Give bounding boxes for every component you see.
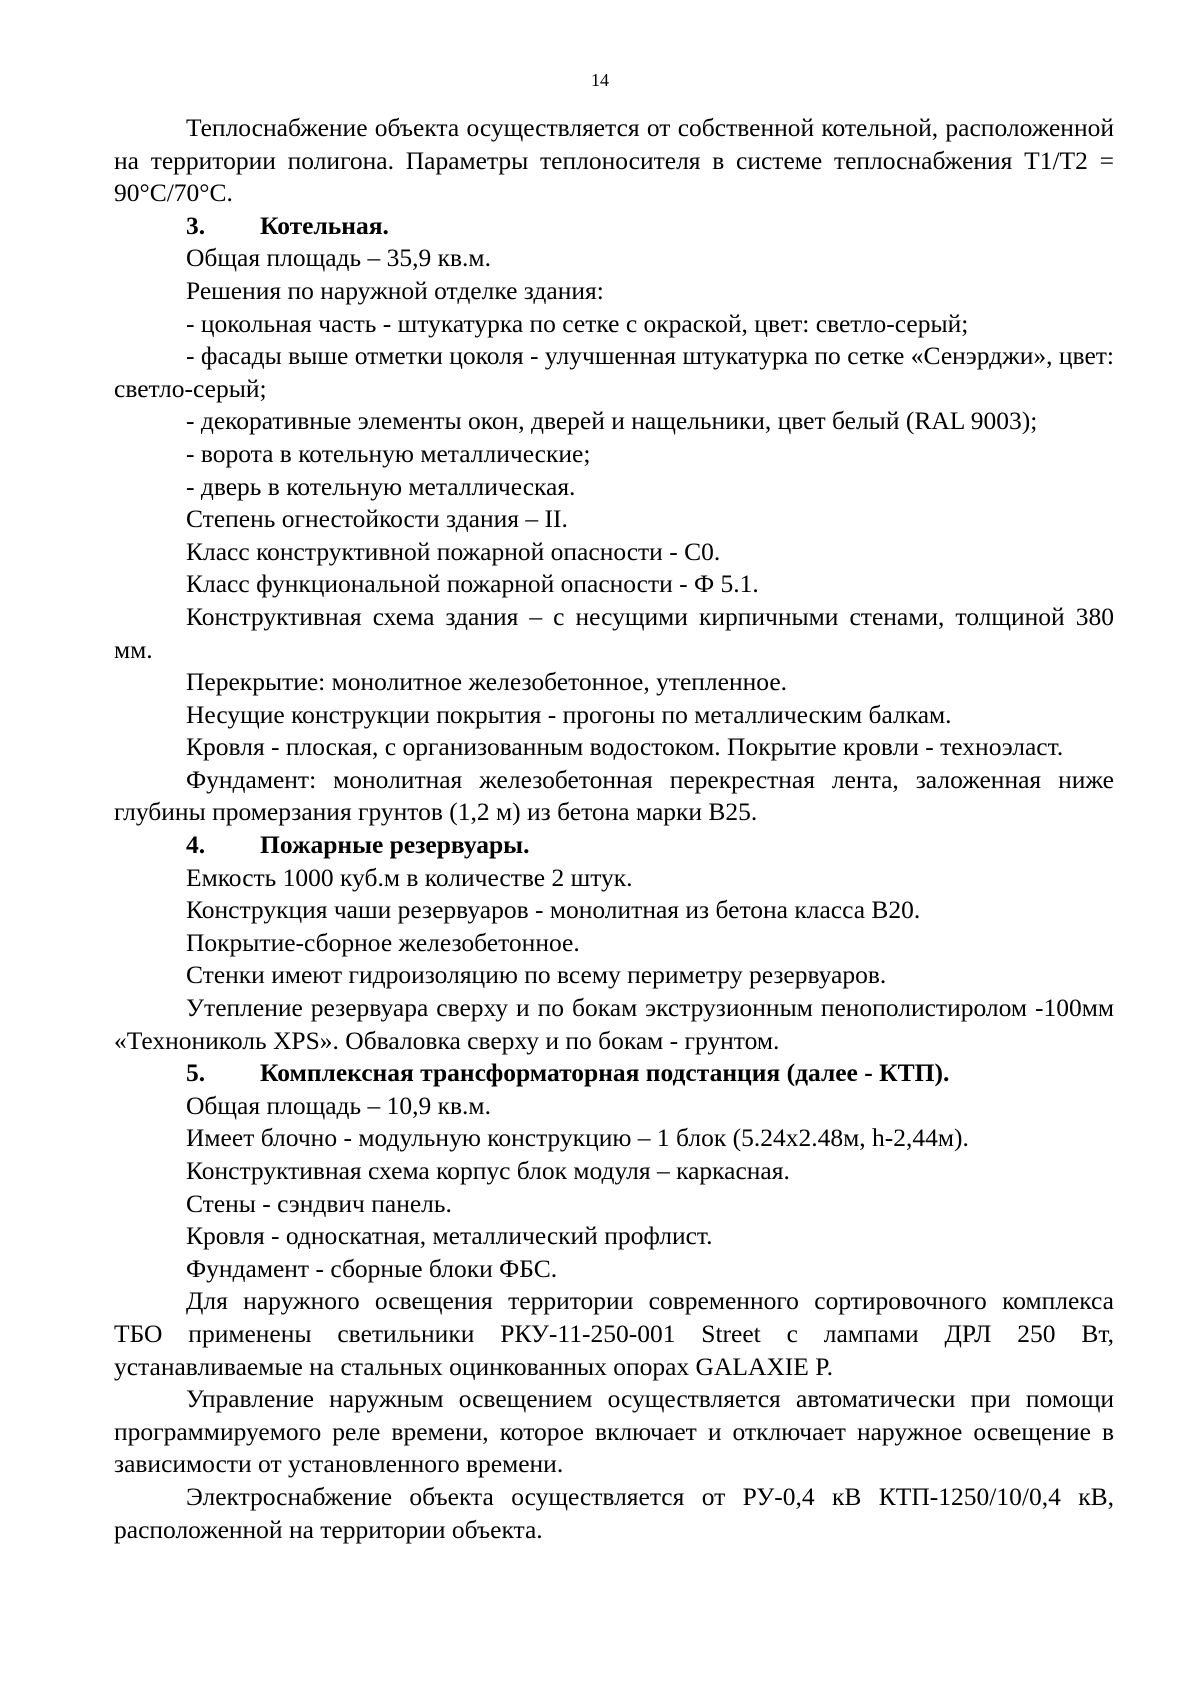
section-number: 4. [186, 830, 206, 860]
section-title: Комплексная трансформаторная подстанция (далее - КТП). [260, 1058, 950, 1088]
page-number: 14 [591, 70, 609, 90]
paragraph: Перекрытие: монолитное железобетонное, утепленное. [186, 667, 788, 697]
section-number: 3. [186, 210, 206, 240]
paragraph: Решения по наружной отделке здания: [186, 275, 604, 305]
paragraph: Кровля - односкатная, металлический профлист. [186, 1221, 713, 1251]
paragraph: Общая площадь – 35,9 кв.м. [186, 243, 491, 273]
paragraph: - ворота в котельную металлические; [186, 438, 591, 468]
paragraph: Имеет блочно - модульную конструкцию – 1 блок (5.24х2.48м, h-2,44м). [186, 1123, 969, 1153]
paragraph: Степень огнестойкости здания – II. [186, 504, 568, 534]
paragraph: Покрытие-сборное железобетонное. [186, 927, 580, 957]
paragraph: Теплоснабжение объекта осуществляется от собственной котельной, расположенной на территории полигона. Параметры теплоносителя в системе теплоснабжения Т1/Т2 = 90°С/70°С. [114, 113, 1114, 208]
paragraph: Управление наружным освещением осуществляется автоматически при помощи программируемого реле времени, которое включает и отключает наружное освещение в зависимости от установленного времени. [114, 1384, 1114, 1479]
paragraph: Емкость 1000 куб.м в количестве 2 штук. [186, 862, 633, 892]
section-heading [114, 210, 1114, 243]
paragraph: - дверь в котельную металлическая. [186, 471, 576, 501]
paragraph: Стенки имеют гидроизоляцию по всему периметру резервуаров. [186, 960, 887, 990]
section-title: Котельная. [260, 210, 389, 240]
section-heading [114, 1057, 1114, 1090]
paragraph: - цокольная часть - штукатурка по сетке с окраской, цвет: светло-серый; [186, 308, 969, 338]
section-heading [114, 829, 1114, 862]
paragraph: Конструкция чаши резервуаров - монолитная из бетона класса В20. [186, 895, 921, 925]
paragraph: Общая площадь – 10,9 кв.м. [186, 1090, 491, 1120]
paragraph: Фундамент: монолитная железобетонная перекрестная лента, заложенная ниже глубины промерзания грунтов (1,2 м) из бетона марки В25. [114, 764, 1114, 827]
document-body [114, 112, 1114, 1546]
paragraph: Утепление резервуара сверху и по бокам экструзионным пенополистиролом -100мм «Технониколь XPS». Обваловка сверху и по бокам - грунтом. [114, 993, 1114, 1055]
paragraph: Для наружного освещения территории современного сортировочного комплекса ТБО применены светильники РКУ-11-250-001 Street с лампами ДРЛ 250 Вт, устанавливаемые на стальных оцинкованных опорах GALAXIE P. [114, 1286, 1114, 1381]
section-title: Пожарные резервуары. [260, 830, 530, 860]
paragraph: Конструктивная схема здания – с несущими кирпичными стенами, толщиной 380 мм. [114, 601, 1114, 664]
paragraph: Несущие конструкции покрытия - прогоны по металлическим балкам. [186, 699, 952, 729]
paragraph: Конструктивная схема корпус блок модуля – каркасная. [186, 1156, 790, 1185]
paragraph: Стены - сэндвич панель. [186, 1188, 452, 1218]
paragraph: - декоративные элементы окон, дверей и нащельники, цвет белый (RAL 9003); [186, 406, 1038, 436]
section-number: 5. [186, 1058, 206, 1088]
paragraph: Фундамент - сборные блоки ФБС. [186, 1253, 558, 1283]
paragraph: Класс функциональной пожарной опасности - Ф 5.1. [186, 569, 759, 599]
paragraph: Класс конструктивной пожарной опасности - С0. [186, 536, 721, 566]
paragraph: Кровля - плоская, с организованным водостоком. Покрытие кровли - техноэласт. [186, 732, 1064, 762]
paragraph: - фасады выше отметки цоколя - улучшенная штукатурка по сетке «Сенэрджи», цвет: светло-серый; [114, 341, 1114, 403]
paragraph: Электроснабжение объекта осуществляется от РУ-0,4 кВ КТП-1250/10/0,4 кВ, расположенной на территории объекта. [114, 1481, 1114, 1544]
